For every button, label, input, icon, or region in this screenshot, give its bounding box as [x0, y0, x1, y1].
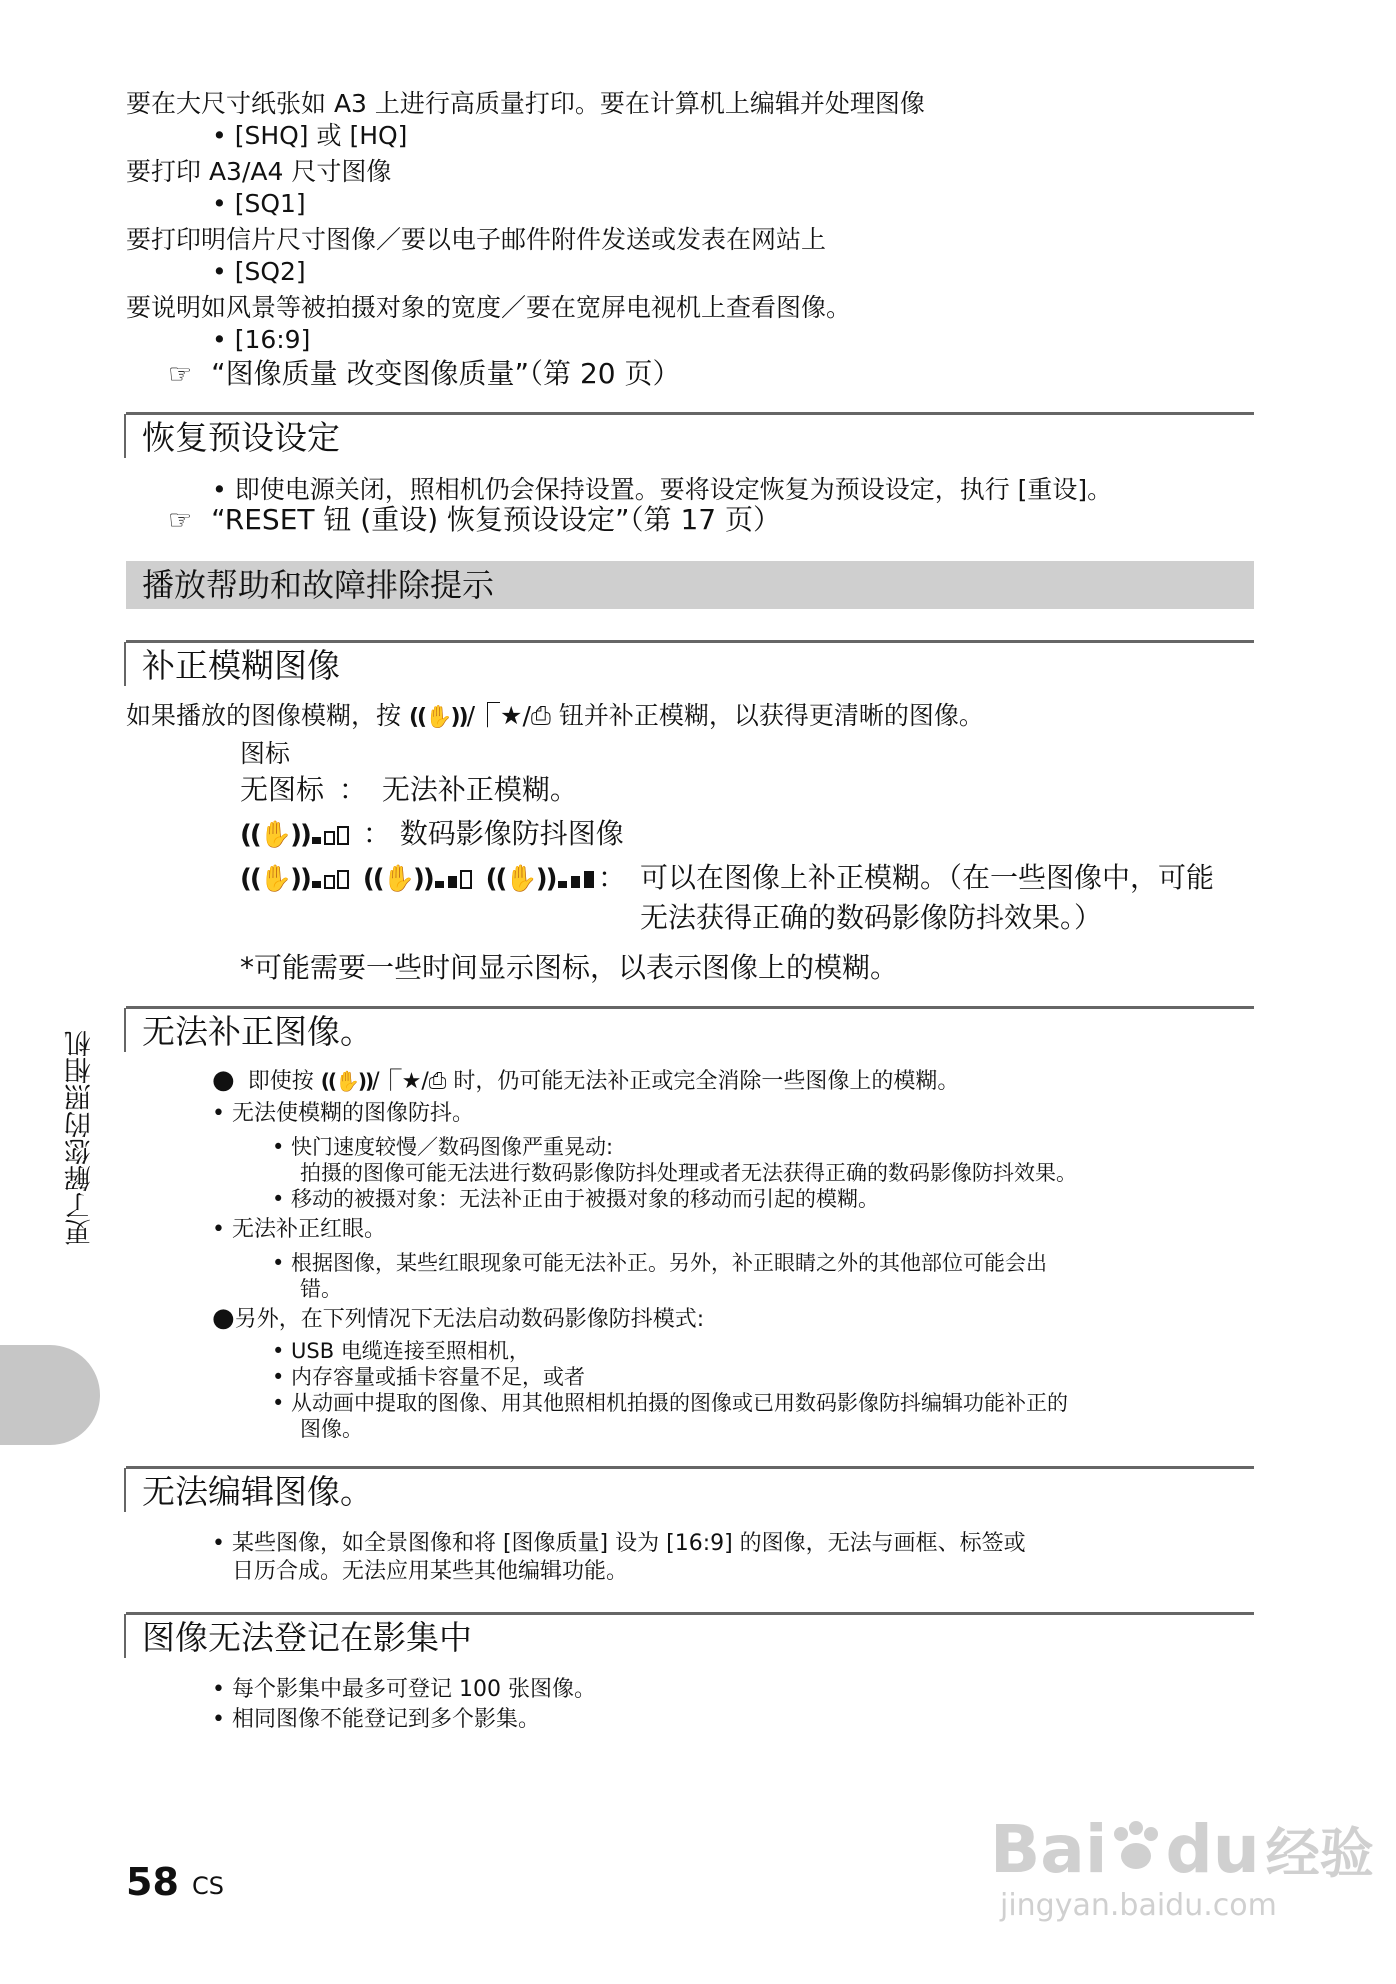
print-star-icon: ⎾★: [379, 1069, 422, 1094]
watermark-cn: 经验: [1265, 1822, 1374, 1885]
quality-option-4: • [16:9]: [212, 325, 311, 354]
blur-intro: 如果播放的图像模糊，按 ((✋))/⎾★/⎙ 钮并补正模糊，以获得更清晰的图像。: [126, 700, 984, 734]
album-bullet-2: • 相同图像不能登记到多个影集。: [212, 1707, 540, 1732]
print-icon: ⎙: [530, 701, 551, 730]
filled-circle-bullet-icon: ●: [212, 1303, 235, 1333]
quality-reference: [168, 356, 680, 393]
one-level-row: [240, 816, 624, 853]
print-star-icon: ⎾★: [475, 701, 523, 730]
section-bar: [124, 1008, 126, 1052]
cannot-fix-sub-2: • 移动的被摄对象：无法补正由于被摄对象的移动而引起的模糊。: [272, 1187, 880, 1211]
cannot-fix-b4: 另外，在下列情况下无法启动数码影像防抖模式:: [234, 1307, 705, 1332]
quality-line-2: 要打印 A3/A4 尺寸图像: [126, 157, 392, 186]
reset-reference-text: “RESET 钮 (重设) 恢复预设设定”（第 17 页）: [211, 503, 781, 536]
no-icon-row: [240, 772, 578, 808]
quality-line-3: 要打印明信片尺寸图像／要以电子邮件附件发送或发表在网站上: [126, 225, 827, 254]
one-level-desc: 数码影像防抖图像: [399, 817, 624, 850]
cannot-fix-sub-1: • 快门速度较慢／数码图像严重晃动:: [272, 1135, 614, 1159]
colon: ：: [362, 817, 391, 850]
section-bar: [124, 1614, 126, 1658]
reset-section-title: 恢复预设设定: [142, 418, 340, 457]
pointing-hand-icon: ☞: [168, 505, 193, 536]
stabilizer-hand-icon: ((✋)): [362, 864, 433, 894]
blur-note: *可能需要一些时间显示图标，以表示图像上的模糊。: [240, 951, 899, 984]
no-icon-desc: 无法补正模糊。: [381, 773, 578, 806]
colon: ：: [338, 773, 367, 806]
signal-level-2-icon: [433, 869, 477, 889]
side-tab-marker: [0, 1345, 100, 1445]
cannot-fix-sub-6b: 图像。: [300, 1417, 363, 1441]
watermark-brand: Bai: [990, 1811, 1108, 1888]
language-code: CS: [192, 1872, 224, 1900]
watermark-logo: [990, 1811, 1374, 1889]
album-title: 图像无法登记在影集中: [142, 1618, 472, 1657]
cannot-fix-sub-5: • 内存容量或插卡容量不足，或者: [272, 1365, 586, 1389]
stabilizer-hand-icon: ((✋)): [485, 864, 556, 894]
multi-level-row: [240, 860, 600, 897]
quality-reference-text: “图像质量 改变图像质量”（第 20 页）: [211, 357, 681, 390]
filled-circle-bullet-icon: ●: [212, 1065, 235, 1095]
section-bar: [124, 642, 126, 686]
section-rule: [126, 1006, 1254, 1009]
cannot-edit-bullet-b: 日历合成。无法应用某些其他编辑功能。: [232, 1559, 629, 1584]
icon-label: 图标: [240, 739, 291, 768]
cannot-fix-bullet-4: [212, 1304, 704, 1334]
cannot-fix-bullet-2: • 无法使模糊的图像防抖。: [212, 1101, 474, 1126]
cannot-fix-title: 无法补正图像。: [142, 1012, 373, 1051]
page-number: 58: [126, 1860, 179, 1904]
stabilizer-hand-icon: ((✋)): [240, 864, 310, 894]
quality-option-3: • [SQ2]: [212, 257, 306, 286]
stabilizer-hand-icon: ((✋)): [240, 820, 310, 850]
cannot-fix-sub-6: • 从动画中提取的图像、用其他照相机拍摄的图像或已用数码影像防抖编辑功能补正的: [272, 1391, 1069, 1415]
album-bullet-1: • 每个影集中最多可登记 100 张图像。: [212, 1677, 596, 1702]
blur-section-title: 补正模糊图像: [142, 646, 340, 685]
section-bar: [124, 1468, 126, 1512]
blur-intro-b: 钮并补正模糊，以获得更清晰的图像。: [558, 701, 984, 730]
quality-option-2: • [SQ1]: [212, 189, 306, 218]
watermark-url: jingyan.baidu.com: [1000, 1888, 1277, 1923]
watermark-brand-2: du: [1165, 1811, 1260, 1888]
pointing-hand-icon: ☞: [168, 359, 193, 390]
section-rule: [126, 1612, 1254, 1615]
side-chapter-label: 更了解您的照相机: [65, 1030, 96, 1246]
reset-bullet: • 即使电源关闭，照相机仍会保持设置。要将设定恢复为预设设定，执行 [重设]。: [212, 475, 1113, 504]
quality-line-4: 要说明如风景等被拍摄对象的宽度／要在宽屏电视机上查看图像。: [126, 293, 852, 322]
multi-level-desc-1: 可以在图像上补正模糊。（在一些图像中，可能: [640, 861, 1215, 894]
paw-icon: [1107, 1818, 1165, 1876]
cannot-edit-title: 无法编辑图像。: [142, 1472, 373, 1511]
signal-level-1-icon: [310, 825, 354, 845]
stabilizer-hand-icon: ((✋)): [320, 1069, 373, 1093]
cannot-fix-sub-1b: 拍摄的图像可能无法进行数码影像防抖处理或者无法获得正确的数码影像防抖效果。: [300, 1161, 1077, 1185]
signal-level-1-icon: [310, 869, 354, 889]
section-bar: [124, 414, 126, 458]
cannot-fix-b1a: 即使按: [247, 1069, 314, 1094]
no-icon-label: 无图标: [240, 773, 325, 806]
quality-option-1: • [SHQ] 或 [HQ]: [212, 121, 408, 150]
cannot-fix-sub-4: • USB 电缆连接至照相机，: [272, 1339, 530, 1363]
blur-intro-a: 如果播放的图像模糊，按: [126, 701, 402, 730]
cannot-fix-sub-3: • 根据图像，某些红眼现象可能无法补正。另外，补正眼睛之外的其他部位可能会出: [272, 1251, 1048, 1275]
section-rule: [126, 412, 1254, 415]
cannot-fix-sub-3b: 错。: [300, 1277, 342, 1301]
cannot-fix-b1b: 时，仍可能无法补正或完全消除一些图像上的模糊。: [453, 1069, 960, 1094]
stabilizer-hand-icon: ((✋)): [408, 705, 467, 730]
reset-reference: [168, 502, 781, 539]
quality-line-1: 要在大尺寸纸张如 A3 上进行高质量打印。要在计算机上编辑并处理图像: [126, 89, 925, 118]
playback-help-title: 播放帮助和故障排除提示: [142, 566, 495, 604]
cannot-fix-bullet-1: ● 即使按 ((✋))/⎾★/⎙ 时，仍可能无法补正或完全消除一些图像上的模糊。: [212, 1065, 960, 1095]
section-rule: [126, 1466, 1254, 1469]
multi-level-desc-2: 无法获得正确的数码影像防抖效果。）: [640, 901, 1103, 934]
signal-level-3-icon: [556, 869, 600, 889]
cannot-fix-bullet-3: • 无法补正红眼。: [212, 1217, 386, 1242]
colon: ：: [598, 861, 627, 894]
cannot-edit-bullet: • 某些图像，如全景图像和将 [图像质量] 设为 [16:9] 的图像，无法与画框、标签或: [212, 1531, 1026, 1556]
print-icon: ⎙: [428, 1069, 447, 1094]
section-rule: [126, 640, 1254, 643]
